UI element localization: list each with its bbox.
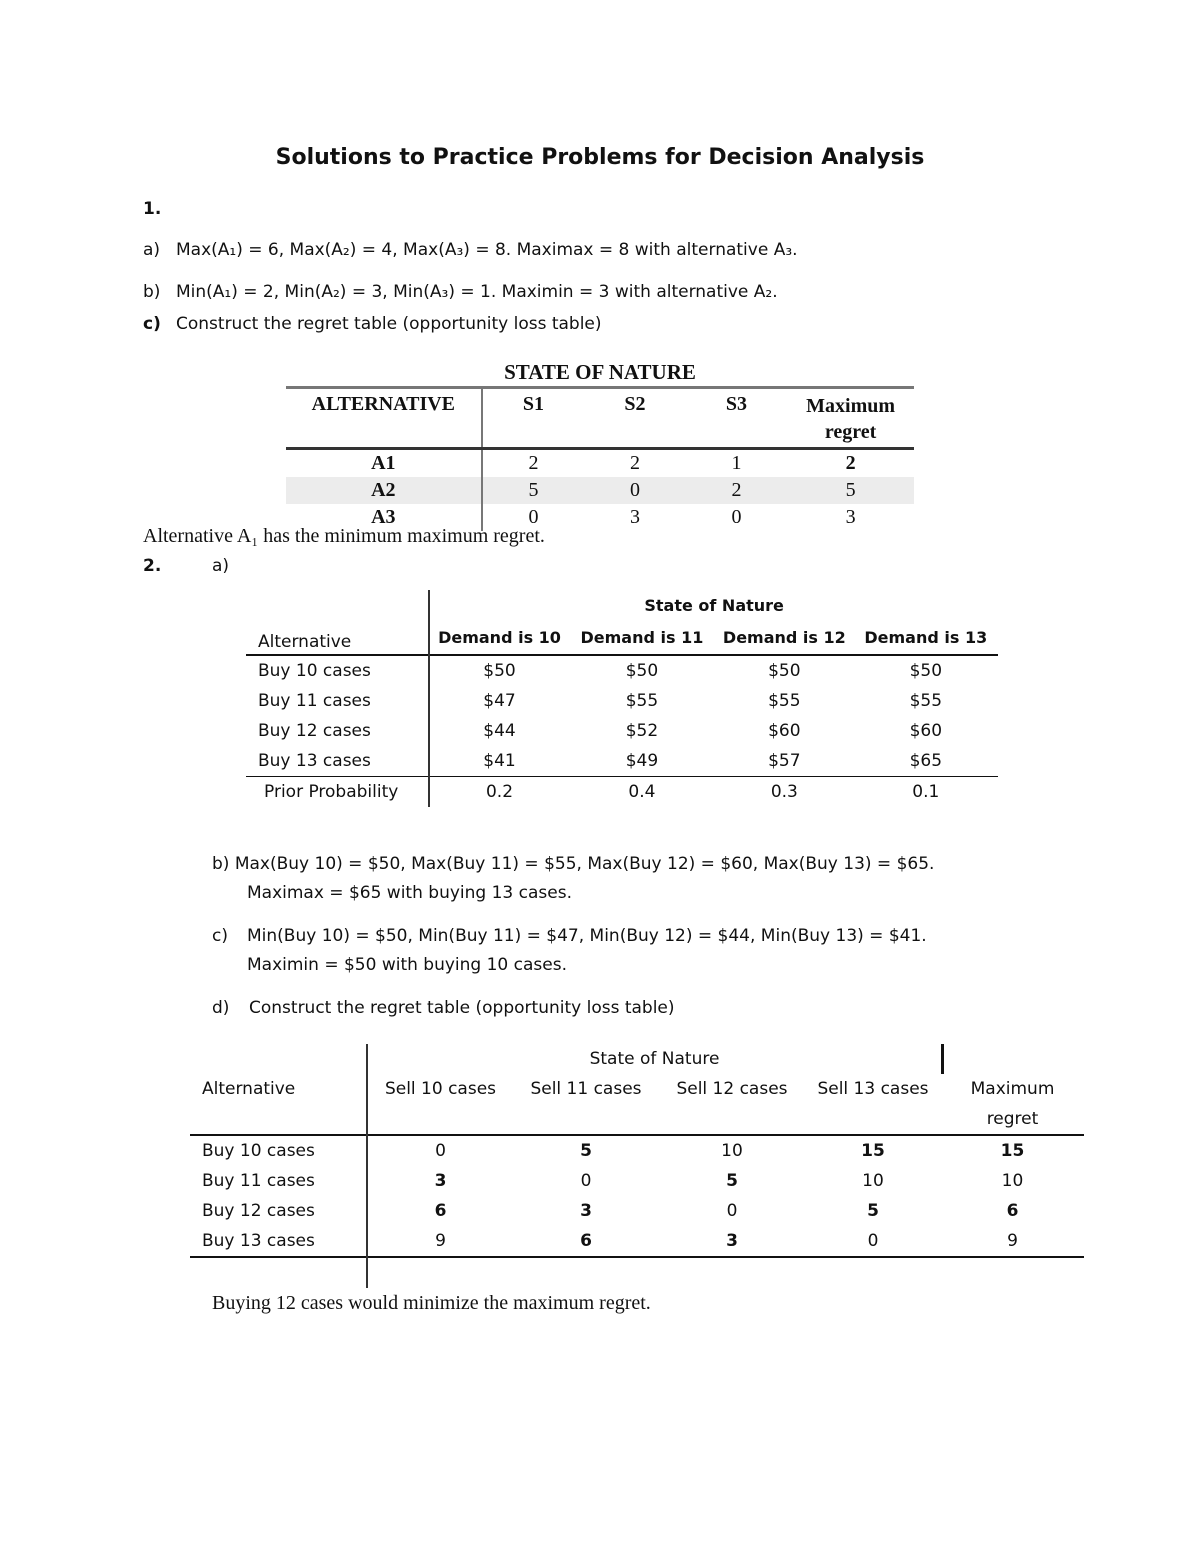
cell: $44 bbox=[483, 721, 516, 741]
q1-b-label: b) bbox=[143, 282, 161, 302]
page-title: Solutions to Practice Problems for Decision Analysis bbox=[275, 145, 925, 170]
cell: 3 bbox=[629, 506, 640, 528]
regret-table-2 bbox=[190, 1044, 1084, 1288]
header-alternative: ALTERNATIVE bbox=[286, 388, 482, 449]
cell: 6 bbox=[580, 1231, 592, 1251]
table-header-row bbox=[246, 590, 998, 620]
row-label: A2 bbox=[286, 477, 482, 504]
blank-cell bbox=[805, 1104, 941, 1135]
q2-b-line2: Maximax = $65 with buying 13 cases. bbox=[247, 883, 572, 903]
blank-cell bbox=[367, 1104, 513, 1135]
q2-c-label: c) bbox=[212, 926, 228, 946]
cell: 5 bbox=[580, 1141, 592, 1161]
prior-probability-label: Prior Probability bbox=[246, 777, 429, 808]
cell: 5 bbox=[726, 1171, 738, 1191]
cell: $55 bbox=[768, 691, 801, 711]
blank-cell bbox=[513, 1104, 659, 1135]
cell: $65 bbox=[909, 751, 943, 771]
header-max-regret: Maximum regret bbox=[806, 395, 896, 443]
q2-d-label: d) bbox=[212, 998, 230, 1018]
cell: 0 bbox=[435, 1141, 446, 1161]
header-sell-13: Sell 13 cases bbox=[817, 1079, 929, 1099]
state-of-nature-caption: State of Nature bbox=[644, 595, 784, 615]
cell: $57 bbox=[768, 751, 801, 771]
cell: $55 bbox=[909, 691, 943, 711]
header-alternative: Alternative bbox=[190, 1074, 367, 1104]
header-marker bbox=[941, 1044, 1084, 1074]
cell: 0 bbox=[528, 506, 539, 528]
blank-cell bbox=[659, 1104, 805, 1135]
cell: 9 bbox=[1007, 1231, 1018, 1251]
cell: $50 bbox=[625, 661, 659, 681]
cell: 6 bbox=[434, 1201, 447, 1221]
row-label: Buy 10 cases bbox=[246, 655, 429, 686]
cell: 9 bbox=[435, 1231, 446, 1251]
cell: $50 bbox=[768, 661, 801, 681]
table-header-row bbox=[190, 1074, 1084, 1104]
cell: 5 bbox=[845, 479, 856, 501]
q2-c-line1: Min(Buy 10) = $50, Min(Buy 11) = $47, Min(Buy 12) = $44, Min(Buy 13) = $41. bbox=[247, 926, 927, 946]
table-row bbox=[246, 746, 998, 777]
cell: $55 bbox=[625, 691, 659, 711]
cell: 0 bbox=[731, 506, 742, 528]
cell: 0.4 bbox=[628, 782, 656, 802]
payoff-table bbox=[246, 590, 998, 807]
cell: 2 bbox=[845, 452, 856, 474]
cell: $47 bbox=[483, 691, 516, 711]
q1-c-text: Construct the regret table (opportunity loss table) bbox=[176, 314, 602, 334]
q2-a-label: a) bbox=[212, 556, 230, 576]
cell: 15 bbox=[861, 1141, 885, 1161]
row-label: Buy 11 cases bbox=[246, 686, 429, 716]
header-alternative: Alternative bbox=[246, 620, 429, 655]
blank-cell bbox=[190, 1104, 367, 1135]
blank-cell bbox=[367, 1257, 1084, 1288]
cell: $52 bbox=[625, 721, 659, 741]
cell: 3 bbox=[580, 1201, 592, 1221]
cell: 0 bbox=[726, 1201, 738, 1221]
cell: $49 bbox=[625, 751, 659, 771]
table-row bbox=[286, 477, 914, 504]
cell: $60 bbox=[909, 721, 943, 741]
table1-caption: STATE OF NATURE bbox=[504, 360, 696, 384]
row-label: Buy 12 cases bbox=[190, 1196, 367, 1226]
q2-c-line2: Maximin = $50 with buying 10 cases. bbox=[247, 955, 567, 975]
cell: 0 bbox=[867, 1231, 879, 1251]
table-row bbox=[286, 449, 914, 478]
cell: 10 bbox=[721, 1141, 743, 1161]
cell: $50 bbox=[483, 661, 516, 681]
cell: 0.3 bbox=[770, 782, 798, 802]
header-sell-10: Sell 10 cases bbox=[384, 1079, 497, 1099]
cell: 10 bbox=[862, 1171, 884, 1191]
cell: 0.1 bbox=[912, 782, 940, 802]
cell: 1 bbox=[731, 452, 742, 474]
header-demand-13: Demand is 13 bbox=[864, 627, 988, 647]
table-row bbox=[246, 655, 998, 686]
cell: 2 bbox=[528, 452, 539, 474]
cell: 5 bbox=[867, 1201, 879, 1221]
blank-cell bbox=[190, 1257, 367, 1288]
header-maximum: Maximum bbox=[970, 1079, 1055, 1099]
cell: 0 bbox=[629, 479, 640, 501]
row-label: Buy 12 cases bbox=[246, 716, 429, 746]
blank-cell bbox=[246, 590, 429, 620]
cell: 15 bbox=[1000, 1141, 1025, 1161]
cell: $60 bbox=[768, 721, 801, 741]
header-s2: S2 bbox=[624, 393, 646, 415]
table-header-row bbox=[246, 620, 998, 655]
header-sell-11: Sell 11 cases bbox=[530, 1079, 642, 1099]
row-label: Buy 13 cases bbox=[190, 1226, 367, 1257]
header-demand-10: Demand is 10 bbox=[438, 627, 561, 647]
table-header-row bbox=[190, 1044, 1084, 1074]
header-s1: S1 bbox=[522, 393, 544, 415]
row-label: A1 bbox=[286, 449, 482, 478]
table-row bbox=[190, 1226, 1084, 1257]
q2-b-line1: b) Max(Buy 10) = $50, Max(Buy 11) = $55, Max(Buy 12) = $60, Max(Buy 13) = $65. bbox=[212, 854, 935, 874]
row-label: Buy 11 cases bbox=[190, 1166, 367, 1196]
cell: 6 bbox=[1006, 1201, 1019, 1221]
table-row bbox=[190, 1166, 1084, 1196]
q1-b-text: Min(A₁) = 2, Min(A₂) = 3, Min(A₃) = 1. Maximin = 3 with alternative A₂. bbox=[176, 282, 778, 302]
header-sell-12: Sell 12 cases bbox=[676, 1079, 788, 1099]
header-s3: S3 bbox=[725, 393, 747, 415]
q2-number: 2. bbox=[143, 556, 162, 576]
cell: $50 bbox=[909, 661, 943, 681]
row-label: Buy 13 cases bbox=[246, 746, 429, 777]
cell: 0.2 bbox=[485, 782, 514, 802]
q1-a-text: Max(A₁) = 6, Max(A₂) = 4, Max(A₃) = 8. Maximax = 8 with alternative A₃. bbox=[176, 240, 798, 260]
table-row bbox=[246, 716, 998, 746]
cell: 5 bbox=[528, 479, 539, 501]
cell: 2 bbox=[629, 452, 640, 474]
q1-conclusion: Alternative A₁ has the minimum maximum regret. bbox=[143, 525, 545, 547]
table-footer-row bbox=[190, 1257, 1084, 1288]
row-label: A3 bbox=[286, 504, 482, 531]
table-header-row bbox=[286, 388, 914, 449]
table-row bbox=[246, 686, 998, 716]
regret-table-1 bbox=[286, 386, 914, 531]
cell: $41 bbox=[483, 751, 516, 771]
cell: 2 bbox=[731, 479, 742, 501]
table-row bbox=[190, 1196, 1084, 1226]
cell: 10 bbox=[1001, 1171, 1024, 1191]
header-demand-12: Demand is 12 bbox=[722, 627, 846, 647]
q2-d-text: Construct the regret table (opportunity loss table) bbox=[249, 998, 675, 1018]
blank-cell bbox=[190, 1044, 367, 1074]
table-row bbox=[190, 1135, 1084, 1166]
state-of-nature-caption: State of Nature bbox=[589, 1049, 720, 1069]
q1-c-label: c) bbox=[143, 314, 161, 334]
table-header-row bbox=[190, 1104, 1084, 1135]
q1-number: 1. bbox=[143, 199, 162, 219]
row-label: Buy 10 cases bbox=[190, 1135, 367, 1166]
header-demand-11: Demand is 11 bbox=[580, 627, 704, 647]
cell: 0 bbox=[580, 1171, 592, 1191]
cell: 3 bbox=[434, 1171, 447, 1191]
q1-a-label: a) bbox=[143, 240, 161, 260]
probability-row bbox=[246, 777, 998, 808]
cell: 3 bbox=[726, 1231, 738, 1251]
q2-conclusion: Buying 12 cases would minimize the maximum regret. bbox=[212, 1292, 651, 1314]
header-regret: regret bbox=[986, 1109, 1039, 1129]
cell: 3 bbox=[845, 506, 856, 528]
